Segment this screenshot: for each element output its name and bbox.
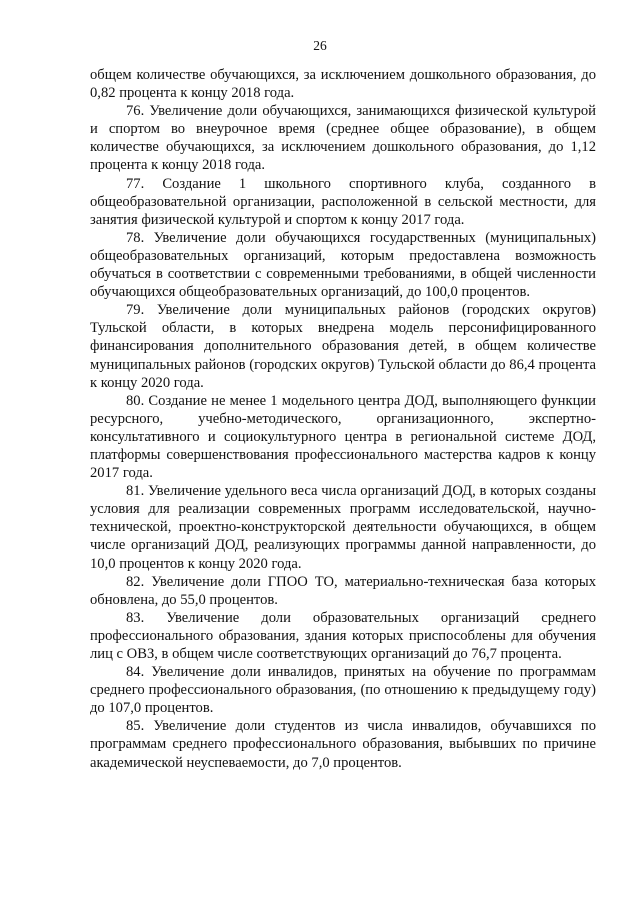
- paragraph-item-85: 85. Увеличение доли студентов из числа инвалидов, обучавшихся по программам среднего профессионального образования, выбывших по причине академической неуспеваемости, до 7,0 процентов.: [90, 718, 596, 771]
- paragraph-item-82: 82. Увеличение доли ГПОО ТО, материально-техническая база которых обновлена, до 55,0 процентов.: [90, 573, 596, 608]
- paragraph-item-76: 76. Увеличение доли обучающихся, занимающихся физической культурой и спортом во внеурочное время (среднее общее образование), в общем количестве обучающихся, за исключением дошкольного образования, до 1,12 процента к концу 2018 года.: [90, 103, 596, 174]
- paragraph-item-79: 79. Увеличение доли муниципальных районов (городских округов) Тульской области, в которых внедрена модель персонифицированного финансирования дополнительного образования детей, в общем количестве муниципальных районов (городских округов) Тульской области до 86,4 процента к концу 2020 года.: [90, 302, 596, 391]
- paragraph-item-83: 83. Увеличение доли образовательных организаций среднего профессионального образования, здания которых приспособлены для обучения лиц с ОВЗ, в общем числе соответствующих организаций до 76,7 процента.: [90, 609, 596, 662]
- paragraph-continued: общем количестве обучающихся, за исключением дошкольного образования, до 0,82 процента к концу 2018 года.: [90, 67, 596, 102]
- paragraph-item-77: 77. Создание 1 школьного спортивного клуба, созданного в общеобразовательной организации, расположенной в сельской местности, для занятия физической культурой и спортом к концу 2017 года.: [90, 175, 596, 228]
- page-number: 26: [313, 38, 327, 53]
- paragraph-item-81: 81. Увеличение удельного веса числа организаций ДОД, в которых созданы условия для реализации современных программ исследовательской, научно-технической, проектно-конструкторской деятельности обучающихся, в общем числе организаций ДОД, реализующих программы данной направленности, до 10,0 процентов к концу 2020 года.: [90, 483, 596, 572]
- document-body: [90, 66, 596, 772]
- paragraph-item-80: 80. Создание не менее 1 модельного центра ДОД, выполняющего функции ресурсного, учебно-методического, организационного, экспертно-консультативного и социокультурного центра в региональной системе ДОД, платформы совершенствования профессионального мастерства кадров к концу 2017 года.: [90, 392, 596, 482]
- paragraph-item-78: 78. Увеличение доли обучающихся государственных (муниципальных) общеобразовательных организаций, которым предоставлена возможность обучаться в соответствии с современными требованиями, в общей численности обучающихся общеобразовательных организаций, до 100,0 процентов.: [90, 229, 596, 301]
- paragraph-item-84: 84. Увеличение доли инвалидов, принятых на обучение по программам среднего профессионального образования, (по отношению к предыдущему году) до 107,0 процентов.: [90, 664, 596, 717]
